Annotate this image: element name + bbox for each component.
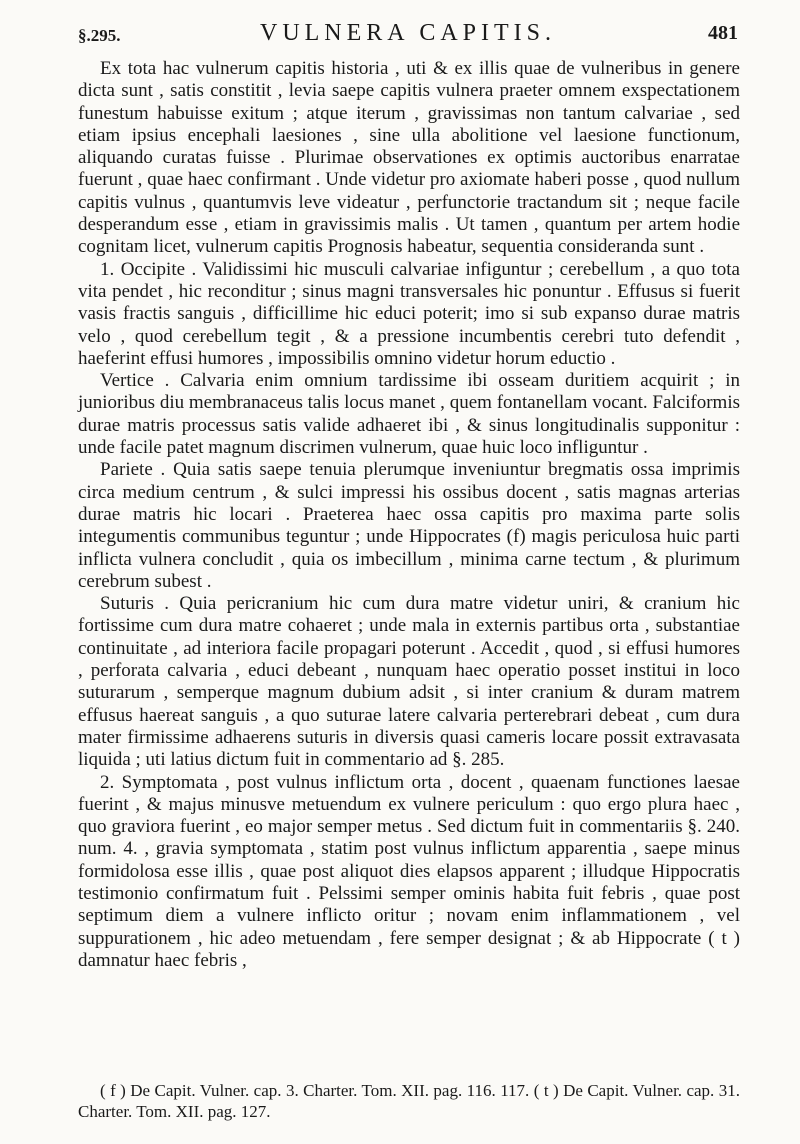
section-number: §.295. (78, 26, 121, 45)
main-text (78, 58, 740, 972)
page-number: 481 (708, 22, 738, 44)
paragraph-pariete: Pariete . Quia satis saepe tenuia plerumque inveniuntur bregmatis ossa imprimis circa medium centrum , & sulci impressi his ossibus docent , satis magnas arterias durae matris hic locari . Praeterea haec ossa capitis pro maxima parte solis integumentis communibus teguntur ; unde Hippocrates (f) magis periculosa huic parti inflicta vulnera concludit , quia os imbecillum , minima carne tectum , & plurimum cerebrum subest . (78, 459, 740, 592)
running-header (78, 16, 738, 52)
paragraph-suturis: Suturis . Quia pericranium hic cum dura matre videtur uniri, & cranium hic fortissime cum dura matre cohaeret ; unde mala in externis partibus orta , substantiae continuitate , ad interiora facile propagari poterunt . Accedit , quod , si effusi humores , perforata calvaria , educi debeant , nunquam haec operatio posset institui in loco suturarum , semperque magnum dubium adsit , si inter cranium & duram matrem effusus haereat sanguis , a quo suturae latere calvaria perterebrari debeat , cum dura mater firmissime adhaerens suturis in diversis quasi cameris locare possit extravasata liquida ; uti latius dictum fuit in commentario ad §. 285. (78, 593, 740, 771)
paragraph-vertice: Vertice . Calvaria enim omnium tardissime ibi osseam duritiem acquirit ; in junioribus diu membranaceus talis locus manet , quem fontanellam vocant. Falciformis durae matris processus satis valide adhaeret ibi , & sinus longitudinalis supponitur : unde facile patet magnum discrimen vulnerum, quae huic loco infliguntur . (78, 370, 740, 459)
paragraph-intro: Ex tota hac vulnerum capitis historia , uti & ex illis quae de vulneribus in genere dicta sunt , satis constitit , levia saepe capitis vulnera praeter omnem exspectationem funestum habuisse exitum ; atque iterum , gravissimas non tantum calvariae , sed etiam ipsius encephali laesiones , sine ulla abolitione vel laesione functionum, aliquando curatas fuisse . Plurimae observationes ex optimis auctoribus enarratae fuerunt , quae haec confirmant . Unde videtur pro axiomate haberi posse , quod nullum capitis vulnus , quantumvis leve videatur , perfunctorie tractandum sit ; neque facile desperandum esse , etiam in gravissimis malis . Ut tamen , quantum per artem hodie cognitam licet, vulnerum capitis Prognosis habeatur, sequentia consideranda sunt . (78, 58, 740, 258)
paragraph-symptomata: 2. Symptomata , post vulnus inflictum orta , docent , quaenam functiones laesae fuerint , & majus minusve metuendum ex vulnere periculum : quo ergo plura haec , quo graviora fuerint , eo major semper metus . Sed dictum fuit in commentariis §. 240. num. 4. , gravia symptomata , statim post vulnus inflictum apparentia , saepe minus formidolosa esse illis , quae post aliquot dies elapsos apparent ; illudque Hippocratis testimonio confirmatum fuit . Pelssimi semper ominis habita fuit febris , quae post septimum diem a vulnere inflicto oritur ; novam enim inflammationem , vel suppurationem , hic adeo metuendam , fere semper designat ; & ab Hippocrate ( t ) damnatur haec febris , (78, 771, 740, 971)
footnote: ( f ) De Capit. Vulner. cap. 3. Charter. Tom. XII. pag. 116. 117. ( t ) De Capit. Vulner. cap. 31. Charter. Tom. XII. pag. 127. (78, 1081, 740, 1121)
paragraph-occipite: 1. Occipite . Validissimi hic musculi calvariae infiguntur ; cerebellum , a quo tota vita pendet , hic reconditur ; sinus magni transversales hic ponuntur . Effusus si fuerit vasis fractis sanguis , difficillime hic educi poterit; imo si sub expanso durae matris velo , quod cerebellum tegit , & a pressione incumbentis cerebri tuto defendit , haeferint effusi humores , impossibilis omnino videtur horum eductio . (78, 258, 740, 369)
running-title: VULNERA CAPITIS. (259, 20, 556, 46)
footnotes (78, 1080, 740, 1122)
